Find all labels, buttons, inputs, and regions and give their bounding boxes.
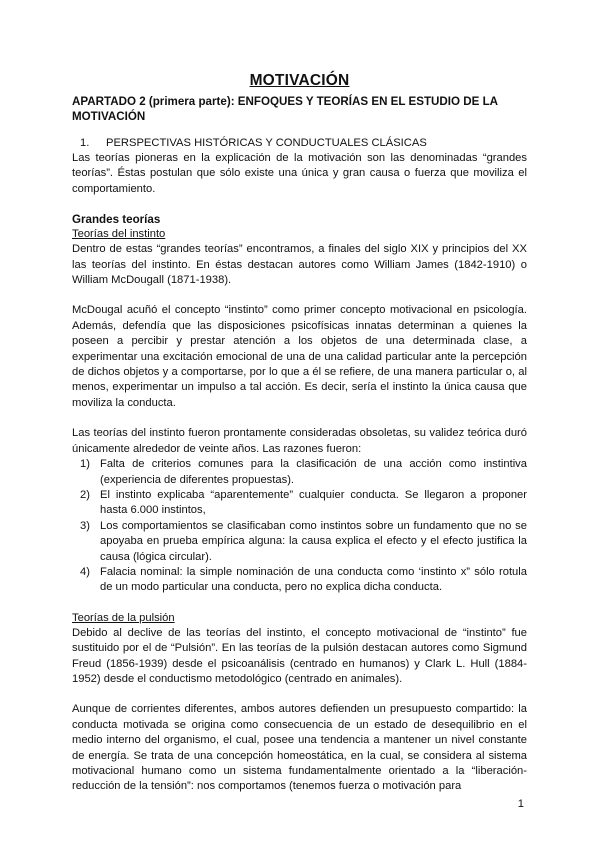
document-title: MOTIVACIÓN bbox=[249, 72, 350, 89]
page-number: 1 bbox=[517, 798, 524, 810]
pulsion-paragraph-1: Debido al declive de las teorías del instinto, el concepto motivacional de “instinto” fue sustituido por el de “Pulsión”. En las teorías de la pulsión destacan autores como Sigmund Freud (1856-1939) desde el psicoanálisis (centrado en humanos) y Clark L. Hull (1884-1952) desde el conductismo metodológico (centrado en animales). bbox=[72, 626, 527, 685]
list-item: 2) El instinto explicaba “aparentemente” cualquier conducta. Se llegaron a proponer hasta 6.000 instintos, bbox=[80, 488, 527, 517]
instinto-heading: Teorías del instinto bbox=[72, 228, 166, 241]
pulsion-heading: Teorías de la pulsión bbox=[72, 611, 175, 624]
section-intro: Las teorías pioneras en la explicación de la motivación son las denominadas “grandes teorías”. Éstas postulan que sólo existe una única y gran causa o fuerza que moviliza el comportamiento. bbox=[72, 152, 527, 195]
grandes-teorias-heading: Grandes teorías bbox=[72, 213, 161, 227]
list-item: 3) Los comportamientos se clasificaban como instintos sobre un fundamento que no se apoyaba en prueba empírica alguna: la causa explica el efecto y el efecto justifica la causa (lógica circular). bbox=[80, 519, 527, 563]
list-item: 1) Falta de criterios comunes para la clasificación de una acción como instintiva (experiencia de diferentes propuestas). bbox=[80, 458, 527, 486]
instinto-paragraph-2: McDougal acuñó el concepto “instinto” como primer concepto motivacional en psicología. Además, defendía que las disposiciones psicofísicas innatas determinan a quienes la poseen a percibir y prestar atención a los objetos de una determinada clase, a experimentar una excitación emocional de una de una calidad particular ante la percepción de dichos objetos y a comportarse, por lo que a él se refiere, de una manera particular o, al menos, experimentar un impulso a tal acción. Es decir, sería el instinto la única causa que moviliza la conducta. bbox=[72, 304, 527, 409]
section-heading-text: PERSPECTIVAS HISTÓRICAS Y CONDUCTUALES CLÁSICAS bbox=[106, 137, 427, 149]
list-item: 4) Falacia nominal: la simple nominación de una conducta como ‘instinto x” sólo rotula de un modo particular una conducta, pero no explica dicha conducta. bbox=[80, 565, 527, 594]
instinto-paragraph-3: Las teorías del instinto fueron prontamente consideradas obsoletas, su validez teórica duró únicamente alrededor de veinte años. Las razones fueron: bbox=[72, 427, 527, 455]
instinto-paragraph-1: Dentro de estas “grandes teorías” encontramos, a finales del siglo XIX y principios del XX las teorías del instinto. En éstas destacan autores como William James (1842-1910) o William McDougall (1871-1938). bbox=[72, 243, 527, 287]
section-heading bbox=[72, 136, 527, 151]
section-subtitle: APARTADO 2 (primera parte): ENFOQUES Y TEORÍAS EN EL ESTUDIO DE LA MOTIVACIÓN bbox=[72, 95, 498, 123]
section-number: 1. bbox=[80, 137, 90, 149]
pulsion-paragraph-2: Aunque de corrientes diferentes, ambos autores defienden un presupuesto compartido: la conducta motivada se origina como consecuencia de un estado de desequilibrio en el medio interno del organismo, el cual, posee una tendencia a mantener un nivel constante de energía. Se trata de una concepción homeostática, en la cual, se considera al sistema motivacional humano como un sistema fundamentalmente orientado a la “liberación-reducción de la tensión”: nos comportamos (tenemos fuerza o motivación para bbox=[72, 703, 527, 793]
document-page bbox=[72, 72, 527, 795]
reasons-list bbox=[72, 457, 527, 596]
